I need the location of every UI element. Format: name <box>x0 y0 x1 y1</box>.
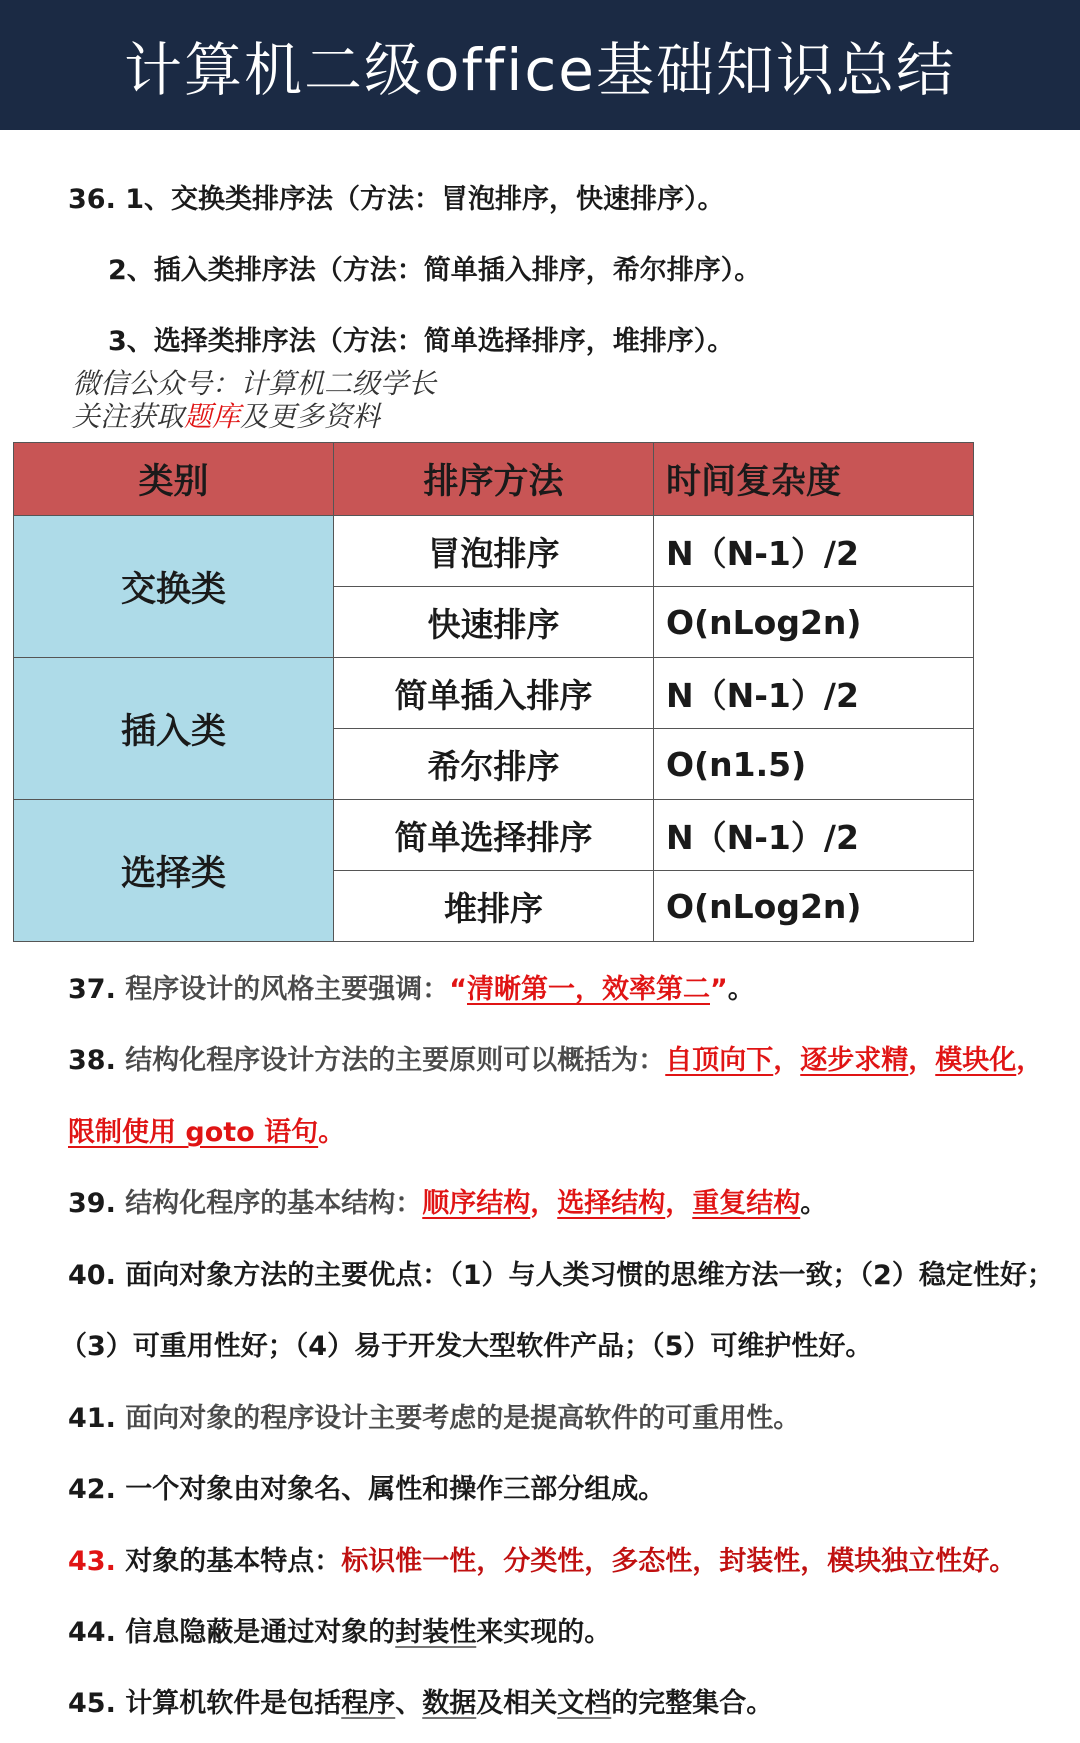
complexity-cell: O(n1.5) <box>654 729 974 800</box>
item-number: 42. <box>68 1474 116 1505</box>
item-highlight: 清晰第一，效率第二 <box>467 974 710 1005</box>
item-42 <box>68 1467 665 1506</box>
item-text: 一个对象由对象名、属性和操作三部分组成。 <box>125 1474 666 1505</box>
item-text: 信息隐蔽是通过对象的 <box>125 1617 396 1648</box>
method-cell: 堆排序 <box>334 871 654 942</box>
watermark-highlight: 题库 <box>184 400 241 433</box>
method-cell: 简单选择排序 <box>334 800 654 871</box>
method-cell: 快速排序 <box>334 587 654 658</box>
item-number: 44. <box>68 1617 116 1648</box>
item-text: 、 <box>395 1688 423 1719</box>
method-cell: 希尔排序 <box>334 729 654 800</box>
table-row <box>14 658 974 729</box>
item-45 <box>68 1681 773 1720</box>
item-text: （3）可重用性好；（4）易于开发大型软件产品；（5）可维护性好。 <box>60 1331 873 1362</box>
category-cell: 交换类 <box>14 516 334 658</box>
item-highlight: 顺序结构 <box>422 1188 531 1219</box>
punctuation: 。 <box>800 1188 828 1219</box>
watermark-text: 关注获取 <box>72 400 185 433</box>
punctuation: ， <box>665 1188 693 1219</box>
item-number: 39. <box>68 1188 116 1219</box>
item-text: 2、插入类排序法（方法：简单插入排序，希尔排序）。 <box>108 255 762 286</box>
sorting-table <box>13 442 974 942</box>
table-header-row <box>14 443 974 516</box>
punctuation: ， <box>773 1045 801 1076</box>
item-text: 计算机软件是包括 <box>125 1688 342 1719</box>
item-text: 1、交换类排序法（方法：冒泡排序，快速排序）。 <box>125 184 725 215</box>
complexity-cell: N（N-1）/2 <box>654 516 974 587</box>
category-cell: 插入类 <box>14 658 334 800</box>
item-highlight: 标识惟一性，分类性，多态性，封装性，模块独立性好。 <box>341 1546 1017 1577</box>
item-highlight: 选择结构 <box>557 1188 666 1219</box>
item-37 <box>68 967 755 1006</box>
item-44 <box>68 1610 611 1649</box>
item-43 <box>68 1539 1016 1578</box>
header-complexity: 时间复杂度 <box>654 443 974 516</box>
item-underlined: 数据 <box>422 1688 477 1719</box>
item-underlined: 封装性 <box>395 1617 477 1648</box>
watermark-line-2 <box>72 395 380 435</box>
punctuation: ， <box>908 1045 936 1076</box>
item-highlight: 自顶向下 <box>665 1045 774 1076</box>
page-title: 计算机二级office基础知识总结 <box>123 36 956 104</box>
item-text: 结构化程序设计方法的主要原则可以概括为： <box>125 1045 666 1076</box>
item-text: 的完整集合。 <box>611 1688 774 1719</box>
item-highlight: 重复结构 <box>692 1188 801 1219</box>
quote-open: “ <box>449 974 467 1005</box>
watermark-text: 及更多资料 <box>240 400 381 433</box>
complexity-cell: N（N-1）/2 <box>654 800 974 871</box>
category-cell: 选择类 <box>14 800 334 942</box>
item-36-line-3 <box>108 319 734 358</box>
item-40-line-1 <box>68 1253 1054 1292</box>
method-cell: 冒泡排序 <box>334 516 654 587</box>
table-row <box>14 516 974 587</box>
item-highlight: 限制使用 goto 语句 <box>68 1117 319 1148</box>
item-text: 及相关 <box>476 1688 558 1719</box>
item-36-line-1 <box>68 177 725 216</box>
item-underlined: 程序 <box>341 1688 396 1719</box>
item-text: 来实现的。 <box>476 1617 612 1648</box>
header-method: 排序方法 <box>334 443 654 516</box>
watermark-text: 微信公众号：计算机二级学长 <box>72 367 437 400</box>
item-number: 37. <box>68 974 116 1005</box>
quote-close: ” <box>710 974 728 1005</box>
complexity-cell: N（N-1）/2 <box>654 658 974 729</box>
item-38-line-1 <box>68 1038 1043 1077</box>
item-39 <box>68 1181 827 1220</box>
table-row <box>14 800 974 871</box>
item-text: 面向对象方法的主要优点：（1）与人类习惯的思维方法一致；（2）稳定性好； <box>125 1260 1054 1291</box>
item-38-line-2 <box>68 1110 345 1149</box>
item-text: 对象的基本特点： <box>125 1546 342 1577</box>
item-number: 40. <box>68 1260 116 1291</box>
header-category: 类别 <box>14 443 334 516</box>
punctuation: ， <box>530 1188 558 1219</box>
punctuation: 。 <box>318 1117 346 1148</box>
item-40-line-2 <box>60 1324 872 1363</box>
item-text: 结构化程序的基本结构： <box>125 1188 423 1219</box>
complexity-cell: O(nLog2n) <box>654 587 974 658</box>
item-text: 程序设计的风格主要强调： <box>125 974 450 1005</box>
item-text: 面向对象的程序设计主要考虑的是提高软件的可重用性。 <box>125 1403 801 1434</box>
item-number: 36. <box>68 184 116 215</box>
item-41 <box>68 1396 800 1435</box>
item-number: 45. <box>68 1688 116 1719</box>
item-number: 41. <box>68 1403 116 1434</box>
item-underlined: 文档 <box>557 1688 612 1719</box>
item-number: 38. <box>68 1045 116 1076</box>
item-number: 43. <box>68 1546 116 1577</box>
punctuation: 。 <box>727 974 755 1005</box>
complexity-cell: O(nLog2n) <box>654 871 974 942</box>
item-text: 3、选择类排序法（方法：简单选择排序，堆排序）。 <box>108 326 735 357</box>
punctuation: ， <box>1016 1045 1044 1076</box>
item-36-line-2 <box>108 248 761 287</box>
header-banner <box>0 0 1080 130</box>
item-highlight: 模块化 <box>935 1045 1017 1076</box>
method-cell: 简单插入排序 <box>334 658 654 729</box>
item-highlight: 逐步求精 <box>800 1045 909 1076</box>
